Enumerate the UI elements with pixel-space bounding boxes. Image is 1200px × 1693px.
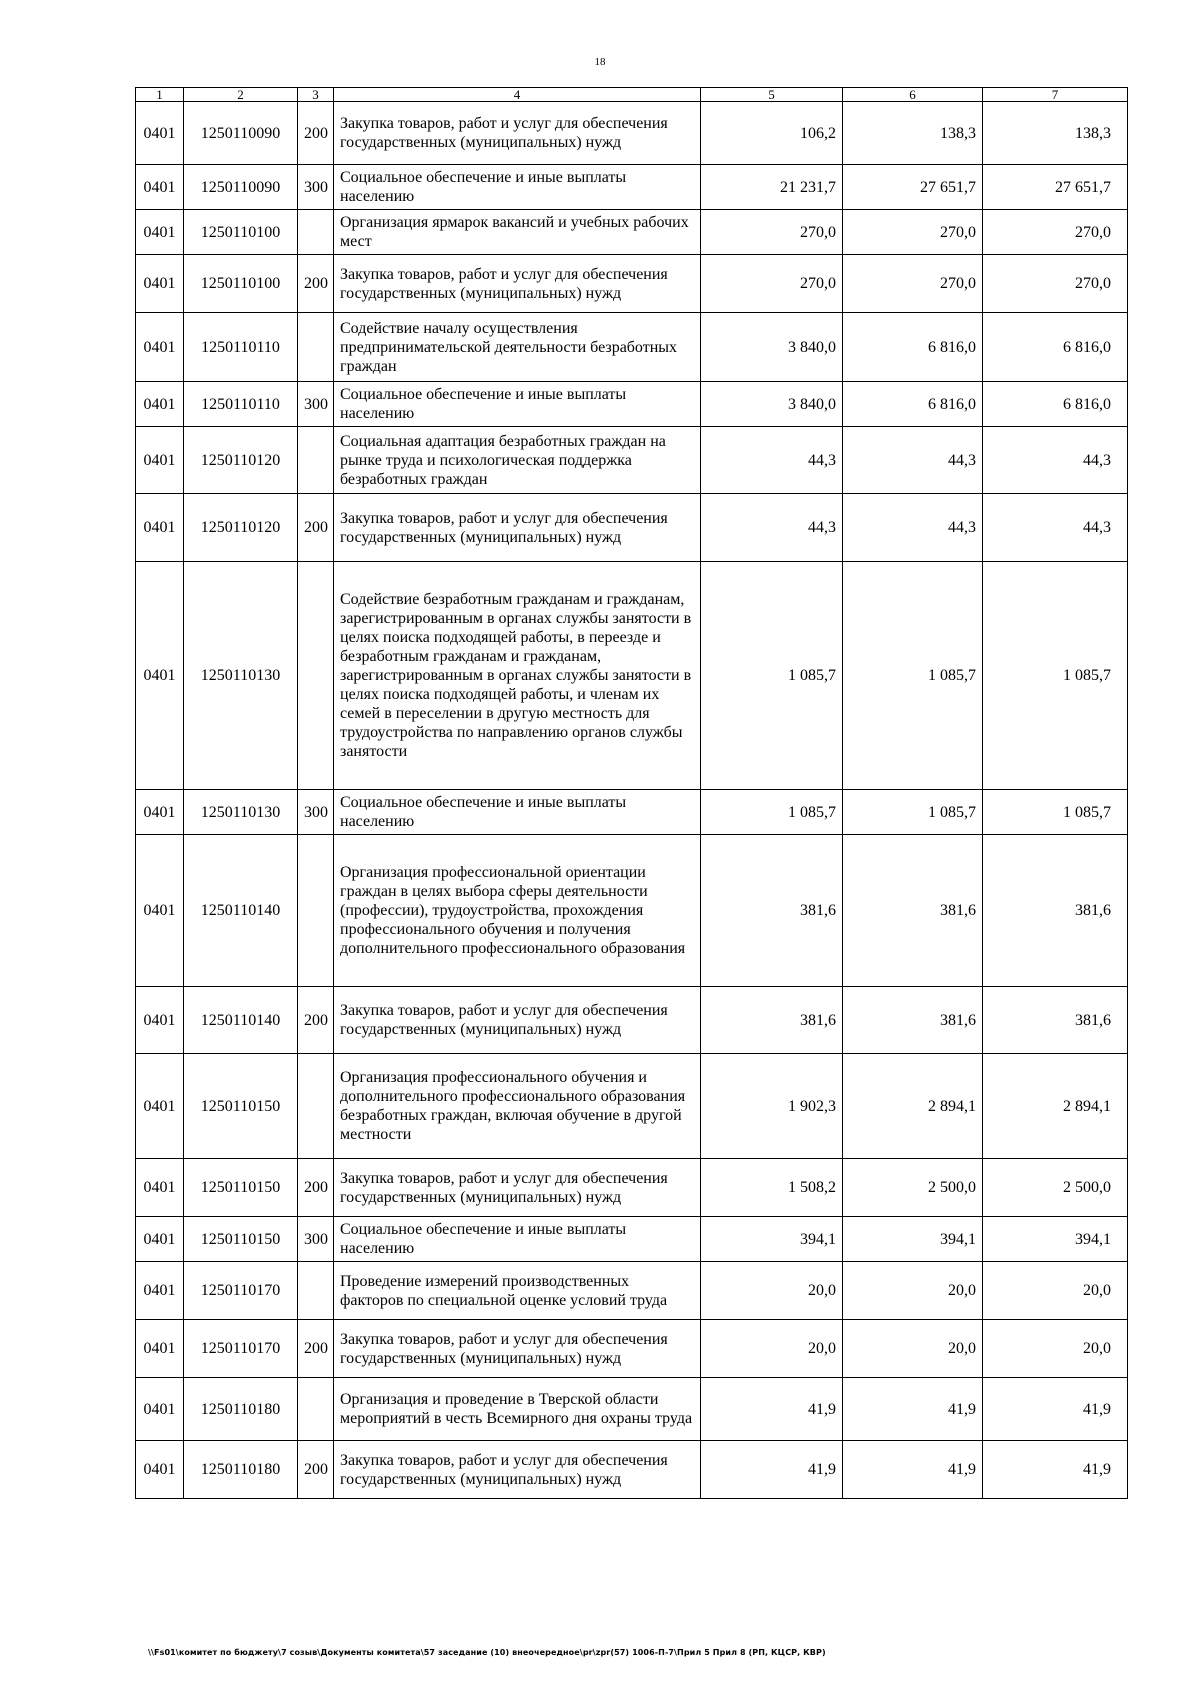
budget-table (135, 87, 1128, 1499)
amount-year-1-cell: 381,6 (701, 835, 843, 987)
amount-year-2-cell: 2 500,0 (843, 1159, 983, 1217)
item-name-cell: Социальное обеспечение и иные выплаты населению (334, 1217, 701, 1262)
table-row (136, 102, 1128, 165)
amount-year-1-cell: 20,0 (701, 1262, 843, 1320)
amount-year-3-cell: 1 085,7 (983, 790, 1128, 835)
amount-year-1-cell: 1 902,3 (701, 1054, 843, 1159)
column-header: 7 (983, 88, 1128, 102)
item-name-cell: Закупка товаров, работ и услуг для обеспечения государственных (муниципальных) нужд (334, 1441, 701, 1499)
amount-year-2-cell: 20,0 (843, 1320, 983, 1378)
expense-type-code-cell: 300 (298, 1217, 334, 1262)
item-name-cell: Закупка товаров, работ и услуг для обеспечения государственных (муниципальных) нужд (334, 987, 701, 1054)
target-article-code-cell: 1250110100 (184, 210, 298, 255)
table-row (136, 494, 1128, 562)
target-article-code-cell: 1250110170 (184, 1320, 298, 1378)
section-code-cell: 0401 (136, 427, 184, 494)
column-header: 2 (184, 88, 298, 102)
item-name-cell: Организация ярмарок вакансий и учебных рабочих мест (334, 210, 701, 255)
section-code-cell: 0401 (136, 382, 184, 427)
target-article-code-cell: 1250110090 (184, 102, 298, 165)
table-row (136, 210, 1128, 255)
column-header: 1 (136, 88, 184, 102)
section-code-cell: 0401 (136, 790, 184, 835)
amount-year-1-cell: 1 085,7 (701, 562, 843, 790)
amount-year-3-cell: 44,3 (983, 494, 1128, 562)
amount-year-2-cell: 44,3 (843, 427, 983, 494)
table-row (136, 255, 1128, 313)
item-name-cell: Социальное обеспечение и иные выплаты населению (334, 790, 701, 835)
amount-year-1-cell: 44,3 (701, 427, 843, 494)
amount-year-2-cell: 1 085,7 (843, 790, 983, 835)
expense-type-code-cell: 200 (298, 1159, 334, 1217)
item-name-cell: Организация профессиональной ориентации граждан в целях выбора сферы деятельности (профессии), трудоустройства, прохождения профессионального обучения и получения дополнительного профессионального образования (334, 835, 701, 987)
amount-year-1-cell: 270,0 (701, 210, 843, 255)
amount-year-2-cell: 41,9 (843, 1378, 983, 1441)
amount-year-3-cell: 381,6 (983, 835, 1128, 987)
amount-year-3-cell: 381,6 (983, 987, 1128, 1054)
item-name-cell: Закупка товаров, работ и услуг для обеспечения государственных (муниципальных) нужд (334, 494, 701, 562)
section-code-cell: 0401 (136, 1054, 184, 1159)
item-name-cell: Социальное обеспечение и иные выплаты населению (334, 382, 701, 427)
expense-type-code-cell (298, 427, 334, 494)
amount-year-1-cell: 394,1 (701, 1217, 843, 1262)
target-article-code-cell: 1250110140 (184, 835, 298, 987)
amount-year-2-cell: 1 085,7 (843, 562, 983, 790)
table-row (136, 1320, 1128, 1378)
amount-year-3-cell: 44,3 (983, 427, 1128, 494)
item-name-cell: Содействие безработным гражданам и гражданам, зарегистрированным в органах службы занятости в целях поиска подходящей работы, в переезде и безработным гражданам и гражданам, зарегистрированным в органах службы занятости в целях поиска подходящей работы, и членам их семей в переселении в другую местность для трудоустройства по направлению органов службы занятости (334, 562, 701, 790)
amount-year-2-cell: 27 651,7 (843, 165, 983, 210)
amount-year-2-cell: 41,9 (843, 1441, 983, 1499)
amount-year-1-cell: 21 231,7 (701, 165, 843, 210)
amount-year-2-cell: 270,0 (843, 210, 983, 255)
item-name-cell: Закупка товаров, работ и услуг для обеспечения государственных (муниципальных) нужд (334, 1159, 701, 1217)
section-code-cell: 0401 (136, 1441, 184, 1499)
table-row (136, 1217, 1128, 1262)
expense-type-code-cell (298, 210, 334, 255)
table-row (136, 835, 1128, 987)
expense-type-code-cell: 300 (298, 382, 334, 427)
file-path-footer: \\Fs01\комитет по бюджету\7 созыв\Документы комитета\57 заседание (10) внеочередное\pr\zpr(57) 1006-П-7\Прил 5 Прил 8 (РП, КЦСР, КВР) (148, 1648, 826, 1657)
section-code-cell: 0401 (136, 987, 184, 1054)
section-code-cell: 0401 (136, 1159, 184, 1217)
expense-type-code-cell: 300 (298, 165, 334, 210)
amount-year-2-cell: 6 816,0 (843, 382, 983, 427)
amount-year-1-cell: 41,9 (701, 1441, 843, 1499)
section-code-cell: 0401 (136, 313, 184, 382)
item-name-cell: Закупка товаров, работ и услуг для обеспечения государственных (муниципальных) нужд (334, 102, 701, 165)
amount-year-3-cell: 41,9 (983, 1378, 1128, 1441)
section-code-cell: 0401 (136, 1217, 184, 1262)
amount-year-1-cell: 3 840,0 (701, 313, 843, 382)
target-article-code-cell: 1250110100 (184, 255, 298, 313)
item-name-cell: Закупка товаров, работ и услуг для обеспечения государственных (муниципальных) нужд (334, 1320, 701, 1378)
expense-type-code-cell (298, 562, 334, 790)
amount-year-3-cell: 2 894,1 (983, 1054, 1128, 1159)
section-code-cell: 0401 (136, 835, 184, 987)
amount-year-2-cell: 138,3 (843, 102, 983, 165)
column-header: 3 (298, 88, 334, 102)
amount-year-3-cell: 41,9 (983, 1441, 1128, 1499)
expense-type-code-cell (298, 313, 334, 382)
expense-type-code-cell: 300 (298, 790, 334, 835)
table-row (136, 165, 1128, 210)
target-article-code-cell: 1250110170 (184, 1262, 298, 1320)
amount-year-3-cell: 270,0 (983, 255, 1128, 313)
amount-year-1-cell: 381,6 (701, 987, 843, 1054)
amount-year-3-cell: 20,0 (983, 1320, 1128, 1378)
amount-year-1-cell: 41,9 (701, 1378, 843, 1441)
expense-type-code-cell: 200 (298, 102, 334, 165)
target-article-code-cell: 1250110120 (184, 494, 298, 562)
section-code-cell: 0401 (136, 165, 184, 210)
amount-year-3-cell: 138,3 (983, 102, 1128, 165)
item-name-cell: Организация и проведение в Тверской области мероприятий в честь Всемирного дня охраны труда (334, 1378, 701, 1441)
table-row (136, 1159, 1128, 1217)
amount-year-2-cell: 394,1 (843, 1217, 983, 1262)
target-article-code-cell: 1250110180 (184, 1378, 298, 1441)
target-article-code-cell: 1250110110 (184, 313, 298, 382)
section-code-cell: 0401 (136, 562, 184, 790)
item-name-cell: Проведение измерений производственных факторов по специальной оценке условий труда (334, 1262, 701, 1320)
amount-year-3-cell: 6 816,0 (983, 313, 1128, 382)
table-row (136, 1262, 1128, 1320)
table-row (136, 790, 1128, 835)
table-row (136, 1054, 1128, 1159)
item-name-cell: Организация профессионального обучения и дополнительного профессионального образования безработных граждан, включая обучение в другой местности (334, 1054, 701, 1159)
column-header: 6 (843, 88, 983, 102)
target-article-code-cell: 1250110120 (184, 427, 298, 494)
target-article-code-cell: 1250110150 (184, 1217, 298, 1262)
table-row (136, 1378, 1128, 1441)
table-row (136, 382, 1128, 427)
column-header-row (136, 88, 1128, 102)
amount-year-1-cell: 44,3 (701, 494, 843, 562)
amount-year-3-cell: 270,0 (983, 210, 1128, 255)
page-number: 18 (594, 56, 606, 68)
amount-year-3-cell: 6 816,0 (983, 382, 1128, 427)
amount-year-3-cell: 1 085,7 (983, 562, 1128, 790)
expense-type-code-cell (298, 1262, 334, 1320)
target-article-code-cell: 1250110150 (184, 1054, 298, 1159)
column-header: 5 (701, 88, 843, 102)
expense-type-code-cell (298, 1054, 334, 1159)
expense-type-code-cell: 200 (298, 987, 334, 1054)
amount-year-2-cell: 2 894,1 (843, 1054, 983, 1159)
amount-year-3-cell: 394,1 (983, 1217, 1128, 1262)
item-name-cell: Социальная адаптация безработных граждан на рынке труда и психологическая поддержка безработных граждан (334, 427, 701, 494)
target-article-code-cell: 1250110140 (184, 987, 298, 1054)
amount-year-2-cell: 44,3 (843, 494, 983, 562)
section-code-cell: 0401 (136, 494, 184, 562)
amount-year-1-cell: 1 508,2 (701, 1159, 843, 1217)
amount-year-2-cell: 381,6 (843, 835, 983, 987)
item-name-cell: Содействие началу осуществления предпринимательской деятельности безработных граждан (334, 313, 701, 382)
amount-year-1-cell: 106,2 (701, 102, 843, 165)
amount-year-2-cell: 20,0 (843, 1262, 983, 1320)
amount-year-1-cell: 270,0 (701, 255, 843, 313)
item-name-cell: Закупка товаров, работ и услуг для обеспечения государственных (муниципальных) нужд (334, 255, 701, 313)
expense-type-code-cell: 200 (298, 494, 334, 562)
target-article-code-cell: 1250110150 (184, 1159, 298, 1217)
amount-year-3-cell: 20,0 (983, 1262, 1128, 1320)
amount-year-2-cell: 270,0 (843, 255, 983, 313)
target-article-code-cell: 1250110130 (184, 562, 298, 790)
section-code-cell: 0401 (136, 1378, 184, 1441)
section-code-cell: 0401 (136, 255, 184, 313)
target-article-code-cell: 1250110180 (184, 1441, 298, 1499)
table-row (136, 562, 1128, 790)
expense-type-code-cell (298, 835, 334, 987)
amount-year-2-cell: 6 816,0 (843, 313, 983, 382)
target-article-code-cell: 1250110110 (184, 382, 298, 427)
expense-type-code-cell: 200 (298, 255, 334, 313)
section-code-cell: 0401 (136, 1320, 184, 1378)
table-row (136, 1441, 1128, 1499)
expense-type-code-cell: 200 (298, 1320, 334, 1378)
table-row (136, 987, 1128, 1054)
expense-type-code-cell: 200 (298, 1441, 334, 1499)
amount-year-3-cell: 27 651,7 (983, 165, 1128, 210)
expense-type-code-cell (298, 1378, 334, 1441)
target-article-code-cell: 1250110090 (184, 165, 298, 210)
column-header: 4 (334, 88, 701, 102)
section-code-cell: 0401 (136, 210, 184, 255)
amount-year-2-cell: 381,6 (843, 987, 983, 1054)
item-name-cell: Социальное обеспечение и иные выплаты населению (334, 165, 701, 210)
amount-year-1-cell: 20,0 (701, 1320, 843, 1378)
table-row (136, 427, 1128, 494)
section-code-cell: 0401 (136, 102, 184, 165)
target-article-code-cell: 1250110130 (184, 790, 298, 835)
amount-year-3-cell: 2 500,0 (983, 1159, 1128, 1217)
amount-year-1-cell: 1 085,7 (701, 790, 843, 835)
table-row (136, 313, 1128, 382)
amount-year-1-cell: 3 840,0 (701, 382, 843, 427)
section-code-cell: 0401 (136, 1262, 184, 1320)
